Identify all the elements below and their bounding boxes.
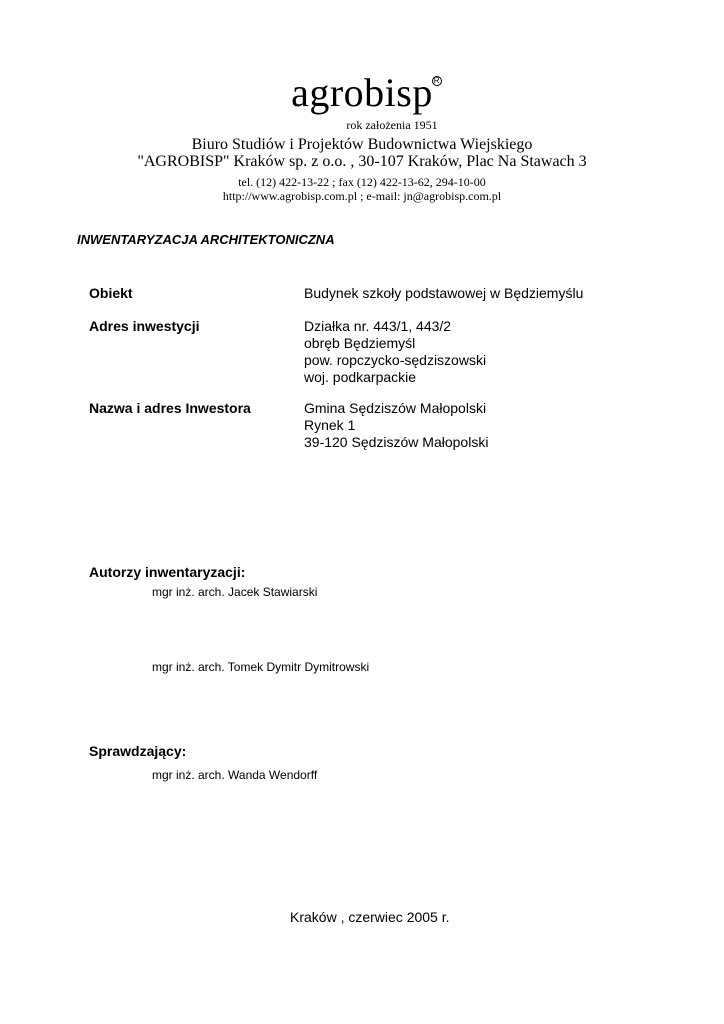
registered-trademark-icon: R	[433, 76, 441, 85]
logo-text: agrobisp	[291, 70, 433, 115]
address-line: Działka nr. 443/1, 443/2	[304, 318, 452, 334]
founded-year: rok założenia 1951	[346, 118, 438, 132]
investor-line: Gmina Sędziszów Małopolski	[304, 400, 487, 416]
investor-value	[304, 400, 488, 451]
letterhead	[0, 70, 724, 116]
address-line: pow. ropczycko-sędziszowski	[304, 352, 487, 368]
address-value	[304, 318, 486, 386]
company-name: Biuro Studiów i Projektów Budownictwa Wiejskiego	[191, 136, 533, 153]
address-label: Adres inwestycji	[89, 318, 200, 334]
object-label: Obiekt	[89, 285, 133, 301]
address-line: woj. podkarpackie	[304, 369, 417, 385]
address-line: obręb Będziemyśl	[304, 335, 416, 351]
company-web-email: http://www.agrobisp.com.pl ; e-mail: jn@agrobisp.com.pl	[222, 189, 502, 203]
reviewer-name: mgr inż. arch. Wanda Wendorff	[152, 768, 318, 782]
company-address: "AGROBISP" Kraków sp. z o.o. , 30-107 Kraków, Plac Na Stawach 3	[137, 153, 587, 170]
company-phone-fax: tel. (12) 422-13-22 ; fax (12) 422-13-62, 294-10-00	[238, 175, 486, 189]
investor-line: 39-120 Sędziszów Małopolski	[304, 434, 489, 450]
author-name: mgr inż. arch. Tomek Dymitr Dymitrowski	[152, 660, 370, 674]
place-and-date: Kraków , czerwiec 2005 r.	[290, 909, 450, 925]
investor-line: Rynek 1	[304, 417, 356, 433]
author-name: mgr inż. arch. Jacek Stawiarski	[152, 585, 318, 599]
object-value-text: Budynek szkoły podstawowej w Będziemyślu	[304, 285, 584, 301]
authors-heading: Autorzy inwentaryzacji:	[89, 564, 246, 580]
document-title: INWENTARYZACJA ARCHITEKTONICZNA	[77, 232, 335, 247]
object-value	[304, 285, 583, 302]
investor-label: Nazwa i adres Inwestora	[89, 400, 251, 416]
reviewer-heading: Sprawdzający:	[89, 743, 187, 759]
company-logo	[291, 70, 441, 116]
